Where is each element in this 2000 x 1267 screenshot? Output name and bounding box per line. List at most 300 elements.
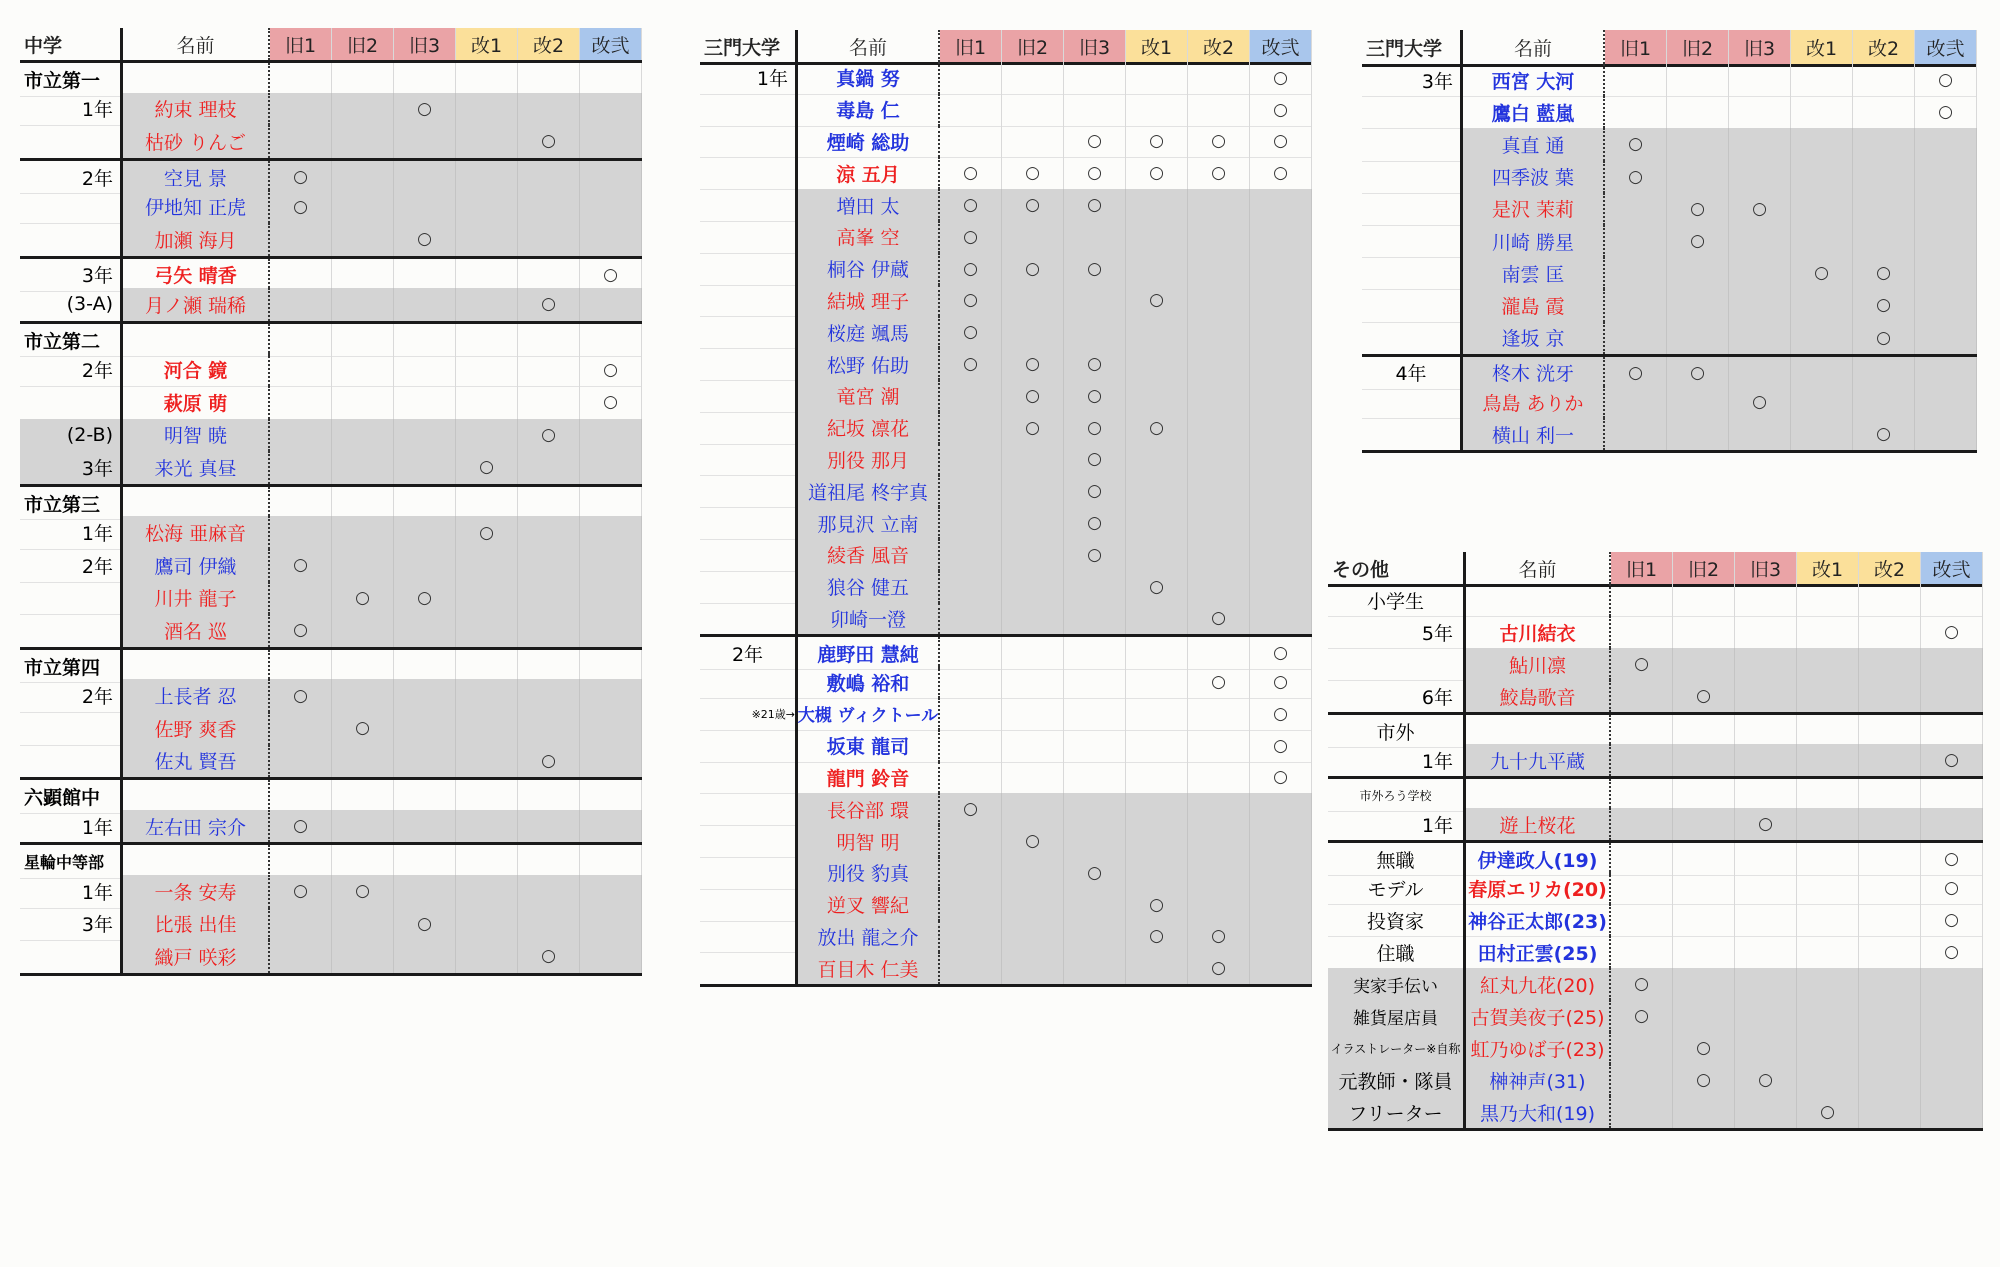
header-col-1: 旧1 [1611,552,1673,584]
circle-mark-icon: ○ [1087,449,1102,470]
mark-cell-4 [1126,475,1188,507]
circle-mark-icon: ○ [603,359,618,380]
mark-cell-4 [1797,1064,1859,1096]
mark-cell-4 [456,190,518,223]
mark-cell-4 [1797,1096,1859,1128]
row-label [1328,648,1463,680]
table-row [1328,872,1983,905]
circle-mark-icon: ○ [1025,163,1040,184]
header-name: 名前 [1463,552,1611,584]
mark-cell-6 [1921,1064,1983,1096]
mark-cell-1 [270,487,332,520]
mark-cell-4 [456,780,518,813]
row-label [1362,96,1460,128]
circle-mark-icon: ○ [1025,385,1040,406]
table-row [20,940,642,976]
mark-cell-3 [1064,889,1126,921]
mark-cell-2 [1002,793,1064,825]
circle-mark-icon: ○ [1944,942,1959,962]
table-row [700,603,1312,636]
mark-cell-3 [394,940,456,973]
mark-cell-2 [332,487,394,520]
circle-mark-icon: ○ [417,913,432,934]
mark-cell-6 [580,419,642,452]
mark-cell-2 [332,908,394,941]
mark-cell-5 [1188,698,1250,730]
mark-cell-5 [518,386,580,419]
table-row [20,386,642,420]
mark-cell-6 [1921,872,1983,904]
mark-cell-1 [1605,386,1667,418]
name-cell: 鷹白 藍嵐 [1460,96,1605,128]
row-label [700,221,795,253]
row-label [700,316,795,348]
row-label: 1年 [81,523,113,546]
name-cell: 毒島 仁 [795,94,940,126]
mark-cell-3 [394,614,456,647]
mark-cell-3 [1729,289,1791,321]
mark-cell-5 [1188,637,1250,669]
name-cell: 逆叉 響紀 [795,889,940,921]
circle-mark-icon: ○ [1944,750,1959,770]
mark-cell-4 [1797,808,1859,840]
mark-cell-1 [270,353,332,386]
circle-mark-icon: ○ [1876,327,1891,348]
row-label [1362,386,1460,418]
mark-cell-4 [1126,730,1188,762]
mark-cell-1 [270,386,332,419]
mark-cell-3 [1064,285,1126,317]
circle-mark-icon: ○ [963,799,978,820]
mark-cell-5 [1853,386,1915,418]
mark-cell-5 [518,324,580,357]
table-row [1362,322,1977,355]
mark-cell-4 [456,161,518,194]
table-row [700,285,1312,318]
mark-cell-5 [1859,843,1921,875]
mark-cell-2 [1673,1032,1735,1064]
mark-cell-2 [1667,225,1729,257]
row-label: 市立第一 [24,69,101,92]
mark-cell-5 [518,875,580,908]
table-row [700,952,1312,987]
circle-mark-icon: ○ [1273,767,1288,788]
table-header-row [20,28,642,63]
mark-cell-2 [1002,952,1064,984]
mark-cell-6 [580,845,642,878]
row-label [20,745,120,778]
mark-cell-2 [1673,584,1735,616]
circle-mark-icon: ○ [1025,258,1040,279]
mark-cell-5 [518,190,580,223]
circle-mark-icon: ○ [1628,166,1643,187]
mark-cell-3 [1064,380,1126,412]
table-row [20,614,642,648]
mark-cell-4 [1797,584,1859,616]
name-cell: 南雲 匡 [1460,257,1605,289]
mark-cell-5 [1188,316,1250,348]
table-row [1362,128,1977,161]
circle-mark-icon: ○ [417,587,432,608]
mark-cell-5 [518,712,580,745]
mark-cell-6 [580,940,642,973]
mark-cell-6 [1250,637,1312,669]
table-row [20,256,642,293]
row-label [20,386,120,419]
header-col-4: 改1 [1791,30,1853,64]
mark-cell-5 [1188,189,1250,221]
name-cell: 明智 暁 [120,419,270,452]
mark-cell-6 [1250,793,1312,825]
mark-cell-3 [1735,648,1797,680]
mark-cell-6 [580,223,642,256]
mark-cell-1 [1611,648,1673,680]
header-school: 三門大学 [704,36,781,59]
table-row [20,842,642,879]
circle-mark-icon: ○ [1752,198,1767,219]
mark-cell-4 [456,810,518,843]
mark-cell-6 [1250,603,1312,635]
mark-cell-3 [1735,616,1797,648]
circle-mark-icon: ○ [541,750,556,771]
mark-cell-6 [1250,730,1312,762]
mark-cell-1 [1611,872,1673,904]
mark-cell-1 [270,712,332,745]
row-label: 1年 [81,881,113,904]
circle-mark-icon: ○ [603,264,618,285]
mark-cell-3 [1064,793,1126,825]
mark-cell-3 [1064,475,1126,507]
circle-mark-icon: ○ [603,392,618,413]
table-row [700,921,1312,954]
mark-cell-6 [580,810,642,843]
mark-cell-3 [1064,857,1126,889]
mark-cell-6 [1250,889,1312,921]
table-row [700,380,1312,413]
mark-cell-4 [1126,793,1188,825]
mark-cell-4 [1797,1000,1859,1032]
row-label [700,157,795,189]
mark-cell-2 [1673,779,1735,811]
circle-mark-icon: ○ [1087,513,1102,534]
mark-cell-2 [1002,825,1064,857]
mark-cell-1 [270,845,332,878]
table-row [700,762,1312,795]
mark-cell-5 [1188,475,1250,507]
circle-mark-icon: ○ [1149,131,1164,152]
name-cell: 真直 通 [1460,128,1605,160]
name-cell: 狼谷 健五 [795,571,940,603]
circle-mark-icon: ○ [1273,672,1288,693]
mark-cell-6 [1250,380,1312,412]
mark-cell-2 [1667,128,1729,160]
header-col-6: 改弐 [580,28,642,60]
circle-mark-icon: ○ [1758,1070,1773,1090]
table-row [1362,96,1977,129]
table-row [20,419,642,453]
header-col-6: 改弐 [1250,30,1312,62]
mark-cell-5 [518,745,580,778]
mark-cell-4 [1791,64,1853,96]
row-label [20,582,120,615]
header-col-2: 旧2 [1673,552,1735,584]
mark-cell-6 [1250,507,1312,539]
table-row [700,444,1312,477]
mark-cell-5 [518,353,580,386]
header-col-6: 改弐 [1915,30,1977,64]
mark-cell-5 [1188,793,1250,825]
name-cell: 道祖尾 柊宇真 [795,475,940,507]
circle-mark-icon: ○ [1087,385,1102,406]
mark-cell-5 [518,780,580,813]
mark-cell-1 [940,637,1002,669]
mark-cell-4 [1126,952,1188,984]
mark-cell-5 [1188,857,1250,889]
row-label [700,889,795,921]
circle-mark-icon: ○ [1273,703,1288,724]
mark-cell-1 [270,419,332,452]
table-row [20,451,642,485]
mark-cell-6 [1250,698,1312,730]
name-cell [120,650,270,683]
mark-cell-5 [518,549,580,582]
row-label [700,412,795,444]
circle-mark-icon: ○ [1087,195,1102,216]
name-cell: 竜宮 潮 [795,380,940,412]
mark-cell-3 [394,288,456,321]
mark-cell-6 [580,679,642,712]
header-name: 名前 [120,28,270,60]
circle-mark-icon: ○ [1025,195,1040,216]
mark-cell-6 [580,487,642,520]
name-cell: 約束 理枝 [120,93,270,126]
mark-cell-4 [1126,571,1188,603]
circle-mark-icon: ○ [541,946,556,967]
circle-mark-icon: ○ [1087,417,1102,438]
mark-cell-2 [1667,161,1729,193]
mark-cell-6 [1915,386,1977,418]
mark-cell-5 [1853,128,1915,160]
mark-cell-6 [1915,96,1977,128]
mark-cell-1 [1611,779,1673,811]
table-row [700,730,1312,763]
circle-mark-icon: ○ [1087,258,1102,279]
mark-cell-1 [270,190,332,223]
mark-cell-1 [270,650,332,683]
mark-cell-2 [332,810,394,843]
table-row [700,94,1312,127]
mark-cell-5 [518,223,580,256]
circle-mark-icon: ○ [1273,131,1288,152]
mark-cell-2 [1002,475,1064,507]
circle-mark-icon: ○ [1273,643,1288,664]
mark-cell-3 [1064,762,1126,794]
mark-cell-4 [1797,843,1859,875]
table-row [1328,712,1983,748]
table-row [20,516,642,550]
table-row [20,908,642,942]
mark-cell-2 [1667,96,1729,128]
circle-mark-icon: ○ [963,354,978,375]
mark-cell-2 [1002,730,1064,762]
mark-cell-3 [1064,730,1126,762]
mark-cell-4 [456,353,518,386]
table-row [20,647,642,684]
mark-cell-4 [456,845,518,878]
mark-cell-4 [456,679,518,712]
circle-mark-icon: ○ [1025,417,1040,438]
name-cell: 瀧島 霞 [1460,289,1605,321]
row-label [700,571,795,603]
table-row [1362,386,1977,419]
mark-cell-2 [1673,843,1735,875]
mark-cell-3 [394,63,456,96]
mark-cell-1 [1611,584,1673,616]
mark-cell-6 [580,582,642,615]
circle-mark-icon: ○ [1820,1102,1835,1122]
row-label: 2年 [731,643,764,666]
name-cell: 鳥島 ありか [1460,386,1605,418]
mark-cell-6 [1250,189,1312,221]
mark-cell-5 [1853,193,1915,225]
name-cell [1463,584,1611,616]
mark-cell-6 [580,549,642,582]
mark-cell-3 [1064,221,1126,253]
mark-cell-6 [1250,475,1312,507]
mark-cell-2 [1002,126,1064,158]
mark-cell-4 [456,386,518,419]
table-row [20,712,642,746]
mark-cell-1 [270,908,332,941]
name-cell: 卯崎一澄 [795,603,940,635]
mark-cell-4 [1797,616,1859,648]
mark-cell-5 [1188,666,1250,698]
table-row [20,484,642,521]
table-row [700,634,1312,670]
mark-cell-5 [1188,285,1250,317]
row-label: 小学生 [1366,590,1424,613]
circle-mark-icon: ○ [293,620,308,641]
table-row [20,93,642,127]
name-cell [120,487,270,520]
mark-cell-4 [1126,285,1188,317]
mark-cell-2 [1002,285,1064,317]
circle-mark-icon: ○ [1149,417,1164,438]
mark-cell-3 [394,679,456,712]
mark-cell-1 [270,940,332,973]
row-label: 1年 [756,68,788,91]
row-label: (3-A) [66,293,113,316]
header-col-2: 旧2 [332,28,394,60]
circle-mark-icon: ○ [963,258,978,279]
mark-cell-2 [1002,380,1064,412]
mark-cell-6 [1250,921,1312,953]
row-label [1362,418,1460,450]
mark-cell-4 [1791,386,1853,418]
name-cell: 横山 利一 [1460,418,1605,450]
mark-cell-3 [1064,666,1126,698]
mark-cell-2 [332,324,394,357]
mark-cell-5 [1859,648,1921,680]
mark-cell-5 [1859,1064,1921,1096]
mark-cell-5 [1853,289,1915,321]
mark-cell-4 [456,93,518,126]
table-row [20,353,642,387]
row-label [1362,161,1460,193]
mark-cell-2 [332,940,394,973]
mark-cell-4 [1797,1032,1859,1064]
mark-cell-5 [1188,571,1250,603]
mark-cell-6 [1921,843,1983,875]
mark-cell-3 [394,875,456,908]
circle-mark-icon: ○ [1944,849,1959,869]
mark-cell-2 [332,745,394,778]
row-label: 元教師・隊員 [1328,1064,1463,1096]
mark-cell-3 [394,549,456,582]
mark-cell-6 [1250,253,1312,285]
mark-cell-2 [1002,921,1064,953]
mark-cell-3 [1064,94,1126,126]
mark-cell-4 [1791,357,1853,389]
row-label [700,348,795,380]
mark-cell-6 [580,875,642,908]
row-label [700,126,795,158]
mark-cell-1 [1605,257,1667,289]
name-cell: 佐丸 賢吾 [120,745,270,778]
table-row [1328,1096,1983,1131]
header-col-6: 改弐 [1921,552,1983,584]
circle-mark-icon: ○ [1876,424,1891,445]
mark-cell-1 [1605,96,1667,128]
mark-cell-1 [1605,289,1667,321]
mark-cell-4 [456,650,518,683]
mark-cell-5 [1853,418,1915,450]
mark-cell-5 [1188,730,1250,762]
circle-mark-icon: ○ [1876,295,1891,316]
mark-cell-4 [456,125,518,158]
mark-cell-2 [1673,648,1735,680]
mark-cell-6 [580,288,642,321]
table-row [700,507,1312,540]
mark-cell-6 [580,908,642,941]
mark-cell-5 [518,288,580,321]
row-label [700,285,795,317]
mark-cell-5 [518,810,580,843]
name-cell: 弓矢 晴香 [120,259,270,292]
mark-cell-4 [1126,189,1188,221]
name-cell: 涼 五月 [795,157,940,189]
mark-cell-6 [1915,225,1977,257]
mark-cell-6 [1915,322,1977,354]
mark-cell-3 [1729,161,1791,193]
table-row [700,316,1312,349]
name-cell: 黒乃大和(19) [1463,1096,1611,1128]
circle-mark-icon: ○ [1696,1070,1711,1090]
mark-cell-1 [270,516,332,549]
mark-cell-3 [1064,189,1126,221]
mark-cell-6 [580,161,642,194]
name-cell: 煙崎 総助 [795,126,940,158]
mark-cell-4 [1126,666,1188,698]
name-cell: 綾香 風音 [795,539,940,571]
circle-mark-icon: ○ [1025,354,1040,375]
row-label: 3年 [20,451,120,484]
mark-cell-6 [580,125,642,158]
circle-mark-icon: ○ [1634,1006,1649,1026]
circle-mark-icon: ○ [355,718,370,739]
name-cell: 別役 那月 [795,444,940,476]
mark-cell-5 [518,419,580,452]
